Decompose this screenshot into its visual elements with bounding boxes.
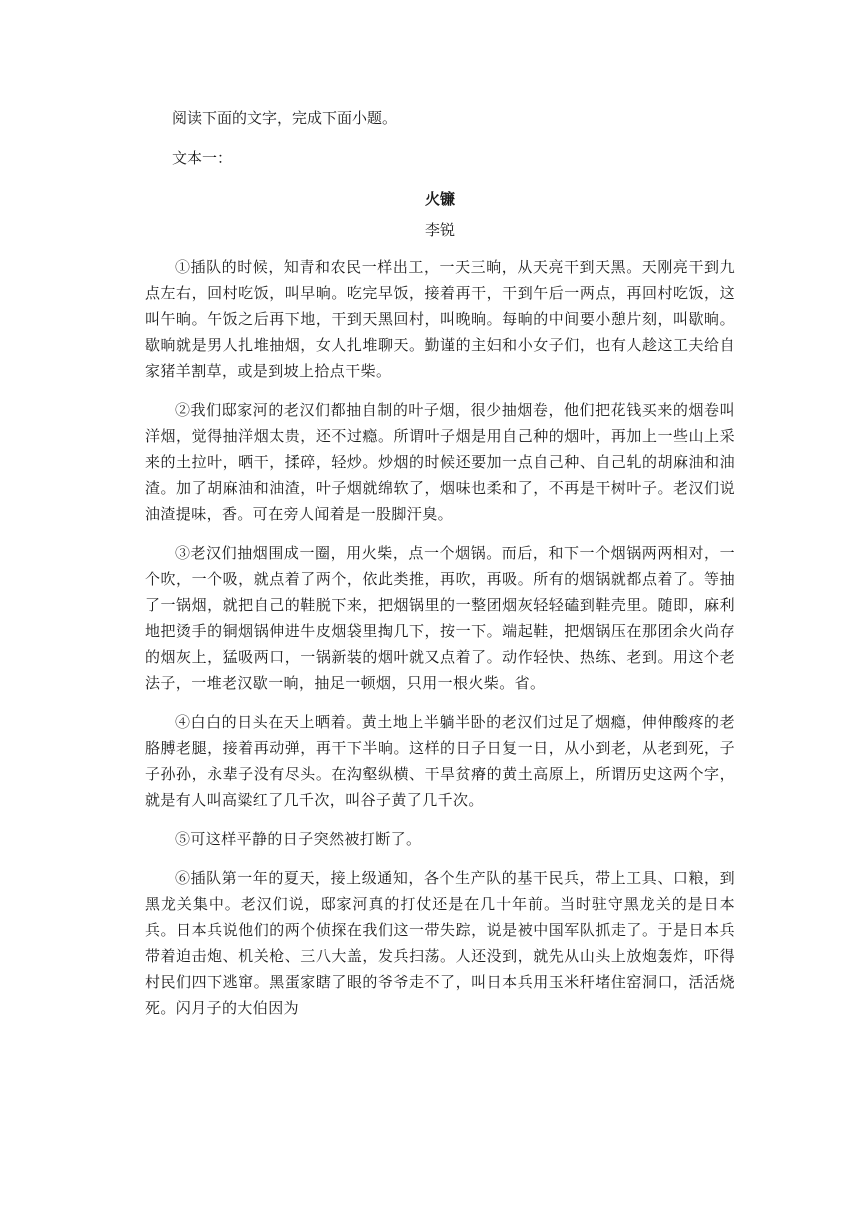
text-label: 文本一：	[172, 149, 233, 167]
article-title: 火镰	[424, 190, 455, 208]
paragraph-2: ②我们邸家河的老汉们都抽自制的叶子烟，很少抽烟卷，他们把花钱买来的烟卷叫洋烟，觉得抽洋烟太贵，还不过瘾。所谓叶子烟是用自己种的烟叶，再加上一些山上采来的土拉叶，晒干，揉碎，轻炒。炒烟的时候还要加一点自己种、自己轧的胡麻油和油渣。加了胡麻油和油渣，叶子烟就绵软了，烟味也柔和了，不再是干树叶子。老汉们说油渣提味，香。可在旁人闻着是一股脚汗臭。	[145, 401, 735, 523]
paragraph-6: ⑥插队第一年的夏天，接上级通知，各个生产队的基干民兵，带上工具、口粮，到黑龙关集中。老汉们说，邸家河真的打仗还是在几十年前。当时驻守黑龙关的是日本兵。日本兵说他们的两个侦探在我们这一带失踪，说是被中国军队抓走了。于是日本兵带着迫击炮、机关枪、三八大盖，发兵扫荡。人还没到，就先从山头上放炮轰炸，吓得村民们四下逃窜。黑蛋家瞎了眼的爷爷走不了，叫日本兵用玉米秆堵住窑洞口，活活烧死。闪月子的大伯因为	[145, 869, 735, 1017]
paragraph-5: ⑤可这样平静的日子突然被打断了。	[175, 830, 422, 848]
paragraph-1: ①插队的时候，知青和农民一样出工，一天三晌，从天亮干到天黑。天刚亮干到九点左右，回村吃饭，叫早晌。吃完早饭，接着再干，干到午后一两点，再回村吃饭，这叫午晌。午饭之后再下地，干到天黑回村，叫晚晌。每晌的中间要小憩片刻，叫歇晌。歇晌就是男人扎堆抽烟，女人扎堆聊天。勤谨的主妇和小女子们，也有人趁这工夫给自家猪羊割草，或是到坡上拾点干柴。	[145, 258, 735, 380]
paragraph-4: ④白白的日头在天上晒着。黄土地上半躺半卧的老汉们过足了烟瘾，伸伸酸疼的老胳膊老腿，接着再动弹，再干下半晌。这样的日子日复一日，从小到老，从老到死，子子孙孙，永辈子没有尽头。在沟壑纵横、干旱贫瘠的黄土高原上，所谓历史这两个字，就是有人叫高粱红了几千次，叫谷子黄了几千次。	[145, 713, 735, 809]
reading-instruction: 阅读下面的文字，完成下面小题。	[172, 109, 398, 127]
paragraph-3: ③老汉们抽烟围成一圈，用火柴，点一个烟锅。而后，和下一个烟锅两两相对，一个吹，一个吸，就点着了两个，依此类推，再吹，再吸。所有的烟锅就都点着了。等抽了一锅烟，就把自己的鞋脱下来，把烟锅里的一整团烟灰轻轻磕到鞋壳里。随即，麻利地把烫手的铜烟锅伸进牛皮烟袋里掏几下，按一下。端起鞋，把烟锅压在那团余火尚存的烟灰上，猛吸两口，一锅新装的烟叶就又点着了。动作轻快、热练、老到。用这个老法子，一堆老汉歇一晌，抽足一顿烟，只用一根火柴。省。	[145, 544, 735, 692]
article-author: 李锐	[424, 221, 455, 239]
document-body	[145, 108, 735, 1034]
